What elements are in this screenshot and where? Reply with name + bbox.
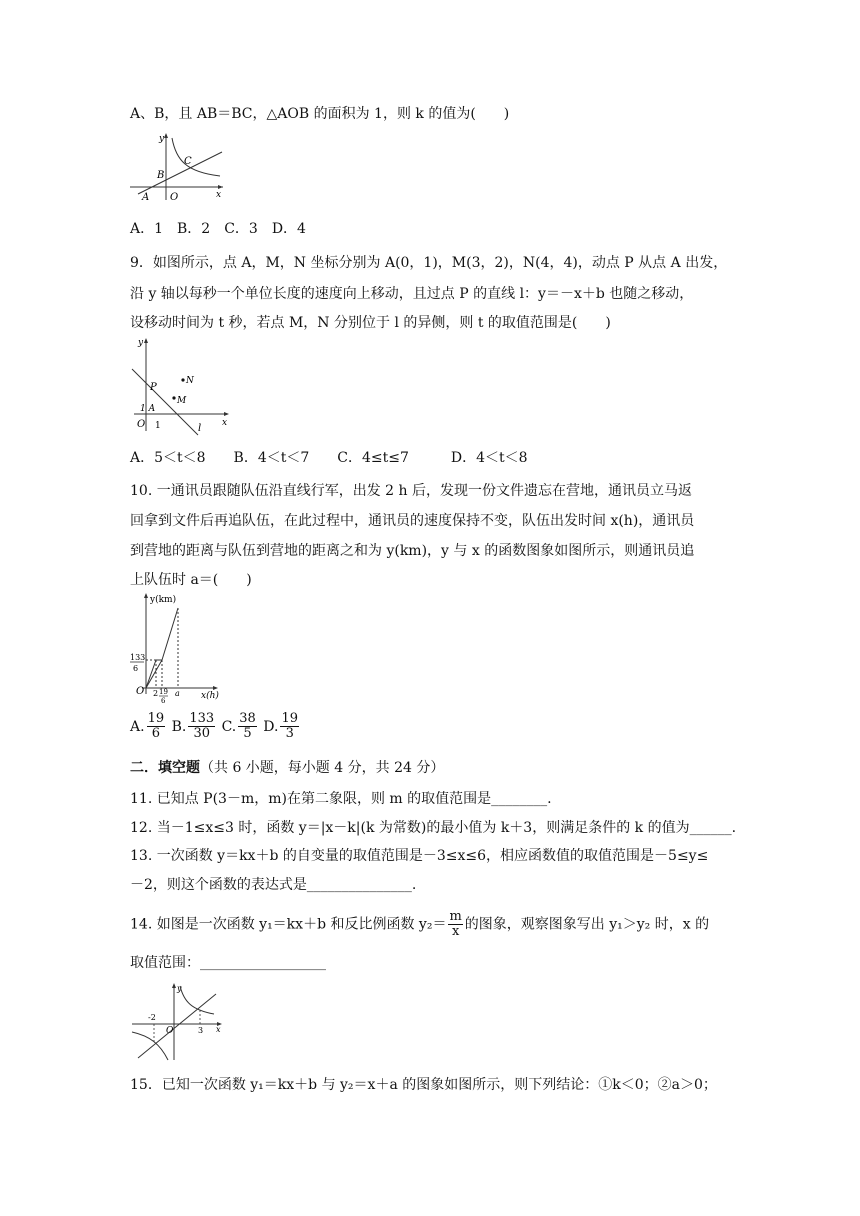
q10-fig-x19: 19 — [159, 688, 168, 696]
q14-line2: 取值范围：__________________ — [130, 955, 326, 971]
q10-line3: 到营地的距离与队伍到营地的距离之和为 y(km)，y 与 x 的函数图象如图所示，则通讯员追 — [130, 543, 695, 559]
q8-figure — [128, 130, 228, 202]
q9-figure — [128, 335, 238, 439]
section2-note: （共 6 小题，每小题 4 分，共 24 分） — [200, 760, 445, 776]
q8-fig-A: A — [142, 192, 150, 202]
q11: 11. 已知点 P(3－m，m)在第二象限，则 m 的取值范围是________. — [130, 791, 552, 807]
q10-figure — [128, 590, 228, 706]
q10-fig-a: a — [175, 689, 180, 698]
q10-fig-O: O — [136, 686, 145, 697]
q8-fig-O: O — [170, 192, 179, 202]
q10-fig-y6: 6 — [133, 664, 139, 673]
q9-line3: 设移动时间为 t 秒，若点 M，N 分别位于 l 的异侧，则 t 的取值范围是( ) — [130, 315, 611, 331]
q13-line2: －2，则这个函数的表达式是_______________. — [130, 877, 417, 893]
q9-fig-M: M — [177, 396, 187, 406]
q8-fig-x: x — [216, 190, 222, 200]
q10-option-b: B. $\frac{133}{30}$ — [171, 711, 215, 741]
section2-heading — [130, 758, 444, 778]
q8-fig-B: B — [157, 170, 165, 181]
q9-fig-l: l — [198, 423, 202, 434]
q10-fig-y133: 133 — [130, 653, 146, 662]
q14-fig-minus2: -2 — [148, 1013, 156, 1022]
q9-fig-x: x — [222, 418, 228, 428]
q10-line4: 上队伍时 a＝( ) — [130, 572, 252, 588]
q10-line1: 10. 一通讯员跟随队伍沿直线行军，出发 2 h 后，发现一份文件遗忘在营地，通讯员立马返 — [130, 483, 692, 499]
q9-fig-one: 1 — [155, 421, 161, 431]
q14-line1: 14. 如图是一次函数 y₁＝kx＋b 和反比例函数 y₂＝ $\frac{m}{x}$ 的图象，观察图象写出 y₁＞y₂ 时，x 的 — [130, 909, 710, 939]
q10-fig-ylabel: y(km) — [150, 595, 177, 605]
q15: 15．已知一次函数 y₁＝kx＋b 与 y₂＝x＋a 的图象如图所示，则下列结论：①k＜0；②a＞0； — [130, 1077, 717, 1093]
q14-fig-O: O — [166, 1026, 174, 1036]
q10-line2: 回拿到文件后再追队伍，在此过程中，通讯员的速度保持不变，队伍出发时间 x(h)，通讯员 — [130, 513, 695, 529]
q8-options: A．1 B．2 C．3 D．4 — [130, 221, 306, 237]
q14-fraction: $\frac{m}{x}$ — [449, 909, 462, 939]
q9-fig-A: 1 A — [140, 404, 156, 414]
section2-title: 二．填空题 — [130, 760, 200, 776]
q14-fig-3: 3 — [198, 1026, 204, 1035]
q14-figure — [128, 980, 228, 1062]
q9-line1: 9．如图所示，点 A，M，N 坐标分别为 A(0，1)，M(3，2)，N(4，4)，动点 P 从点 A 出发， — [130, 255, 728, 271]
q10-option-a: A. $\frac{19}{6}$ — [130, 711, 165, 741]
q12: 12. 当－1≤x≤3 时，函数 y＝|x－k|(k 为常数)的最小值为 k＋3，则满足条件的 k 的值为______. — [130, 820, 737, 836]
q13-line1: 13. 一次函数 y＝kx＋b 的自变量的取值范围是－3≤x≤6，相应函数值的取值范围是－5≤y≤ — [130, 848, 709, 864]
q14-fig-x: x — [216, 1025, 221, 1034]
q9-line2: 沿 y 轴以每秒一个单位长度的速度向上移动，且过点 P 的直线 l：y＝－x＋b 也随之移动， — [130, 286, 694, 302]
q10-options — [130, 712, 301, 741]
q9-fig-O: O — [137, 419, 146, 430]
q8-fig-y: y — [159, 134, 165, 144]
q10-fig-x6: 6 — [161, 697, 166, 705]
q9-fig-N: N — [186, 376, 194, 386]
q9-fig-P: P — [150, 382, 157, 393]
q10-fig-x2: 2 — [153, 689, 159, 698]
q14-fig-y: y — [177, 984, 182, 993]
q10-option-d: D. $\frac{19}{3}$ — [263, 711, 298, 741]
q10-fig-xlabel: x(h) — [201, 691, 219, 701]
q8-stem: A、B，且 AB＝BC，△AOB 的面积为 1，则 k 的值为( ) — [130, 106, 510, 122]
q8-fig-C: C — [184, 156, 192, 167]
q9-options: A．5＜t＜8 B．4＜t＜7 C．4≤t≤7 D．4＜t＜8 — [130, 450, 528, 466]
q10-option-c: C. $\frac{38}{5}$ — [221, 711, 256, 741]
q9-fig-y: y — [138, 338, 144, 348]
